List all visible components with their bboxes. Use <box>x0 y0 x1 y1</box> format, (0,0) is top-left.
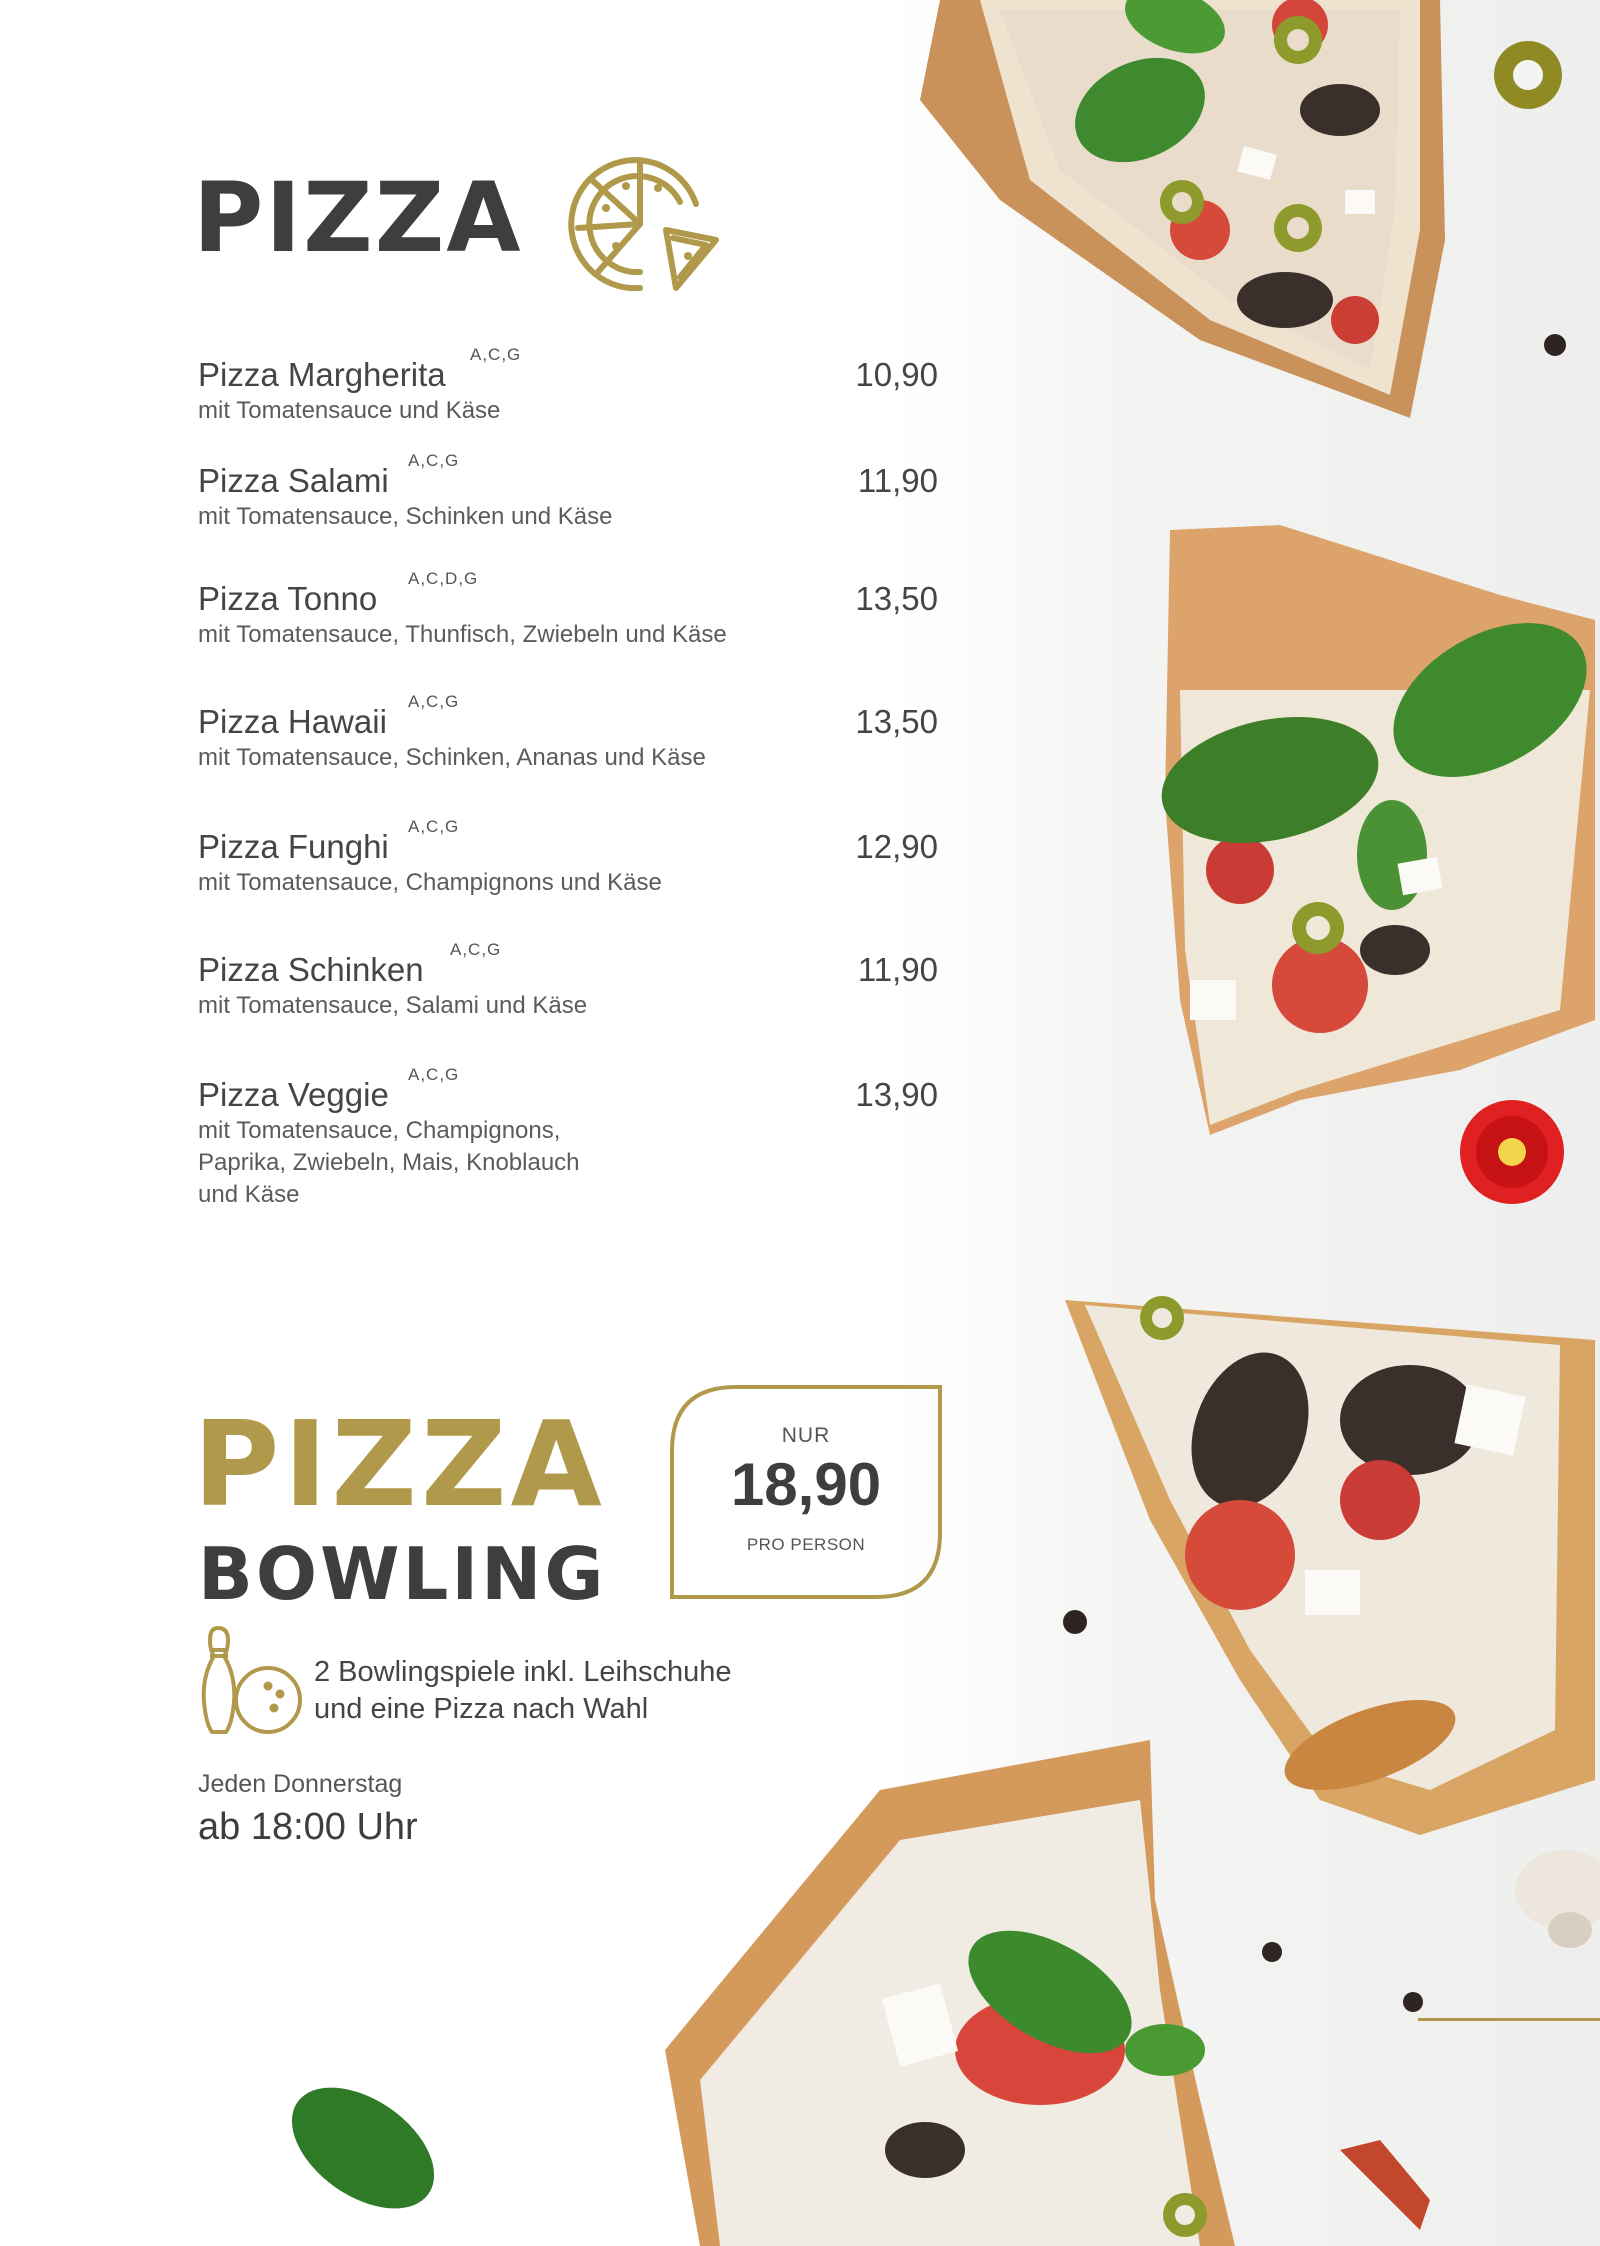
menu-item-schinken <box>198 940 938 1022</box>
promo-day: Jeden Donnerstag <box>198 1770 403 1798</box>
page-title: PIZZA <box>193 162 523 274</box>
menu-item-salami <box>198 451 938 533</box>
item-description: mit Tomatensauce, Thunfisch, Zwiebeln und Käse <box>198 621 727 648</box>
item-price: 10,90 <box>855 356 938 393</box>
menu-item-tonno <box>198 569 938 651</box>
item-name: Pizza Funghi <box>198 828 389 865</box>
menu-item-hawaii <box>198 692 938 774</box>
badge-unit: PRO PERSON <box>746 1535 866 1554</box>
item-name: Pizza Margherita <box>198 356 446 393</box>
item-allergens: A,C,G <box>408 451 460 470</box>
item-price: 11,90 <box>857 951 938 988</box>
item-name: Pizza Hawaii <box>198 703 387 740</box>
item-description: mit Tomatensauce, Salami und Käse <box>198 992 588 1019</box>
item-description: mit Tomatensauce, Champignons und Käse <box>198 869 662 896</box>
promo-description <box>314 1654 874 1728</box>
menu-item-funghi <box>198 817 938 899</box>
promo-title-pizza: PIZZA <box>193 1395 606 1533</box>
item-allergens: A,C,G <box>408 692 460 711</box>
badge-prefix: NUR <box>781 1424 831 1447</box>
pizza-slice-middle-image <box>1150 525 1600 1204</box>
item-name: Pizza Salami <box>198 462 389 499</box>
item-name: Pizza Veggie <box>198 1076 389 1113</box>
item-allergens: A,C,D,G <box>408 569 479 588</box>
pizza-icon <box>556 138 724 306</box>
item-name: Pizza Schinken <box>198 951 424 988</box>
gold-divider <box>1418 2018 1600 2021</box>
menu-item-margherita <box>198 345 938 427</box>
item-allergens: A,C,G <box>408 817 460 836</box>
badge-price: 18,90 <box>730 1451 882 1518</box>
item-allergens: A,C,G <box>450 940 502 959</box>
promo-description-line: 2 Bowlingspiele inkl. Leihschuhe <box>314 1656 732 1688</box>
item-allergens: A,C,G <box>408 1065 460 1084</box>
pizza-slice-top-image <box>920 0 1566 418</box>
item-price: 13,50 <box>855 703 938 740</box>
item-allergens: A,C,G <box>470 345 522 364</box>
item-price: 13,50 <box>855 580 938 617</box>
price-badge <box>668 1383 944 1601</box>
item-price: 12,90 <box>855 828 938 865</box>
promo-title-bowling: BOWLING <box>198 1532 607 1616</box>
item-description: Paprika, Zwiebeln, Mais, Knoblauch <box>198 1149 580 1176</box>
item-price: 11,90 <box>857 462 938 499</box>
bowling-icon <box>196 1624 304 1736</box>
item-description: mit Tomatensauce, Champignons, <box>198 1117 561 1144</box>
menu-item-veggie <box>198 1065 938 1211</box>
item-name: Pizza Tonno <box>198 580 378 617</box>
item-price: 13,90 <box>855 1076 938 1113</box>
item-description: mit Tomatensauce, Schinken, Ananas und Käse <box>198 744 706 771</box>
promo-description-line: und eine Pizza nach Wahl <box>314 1693 649 1725</box>
item-description: und Käse <box>198 1181 300 1208</box>
promo-time: ab 18:00 Uhr <box>198 1806 418 1848</box>
item-description: mit Tomatensauce, Schinken und Käse <box>198 503 613 530</box>
item-description: mit Tomatensauce und Käse <box>198 397 501 424</box>
